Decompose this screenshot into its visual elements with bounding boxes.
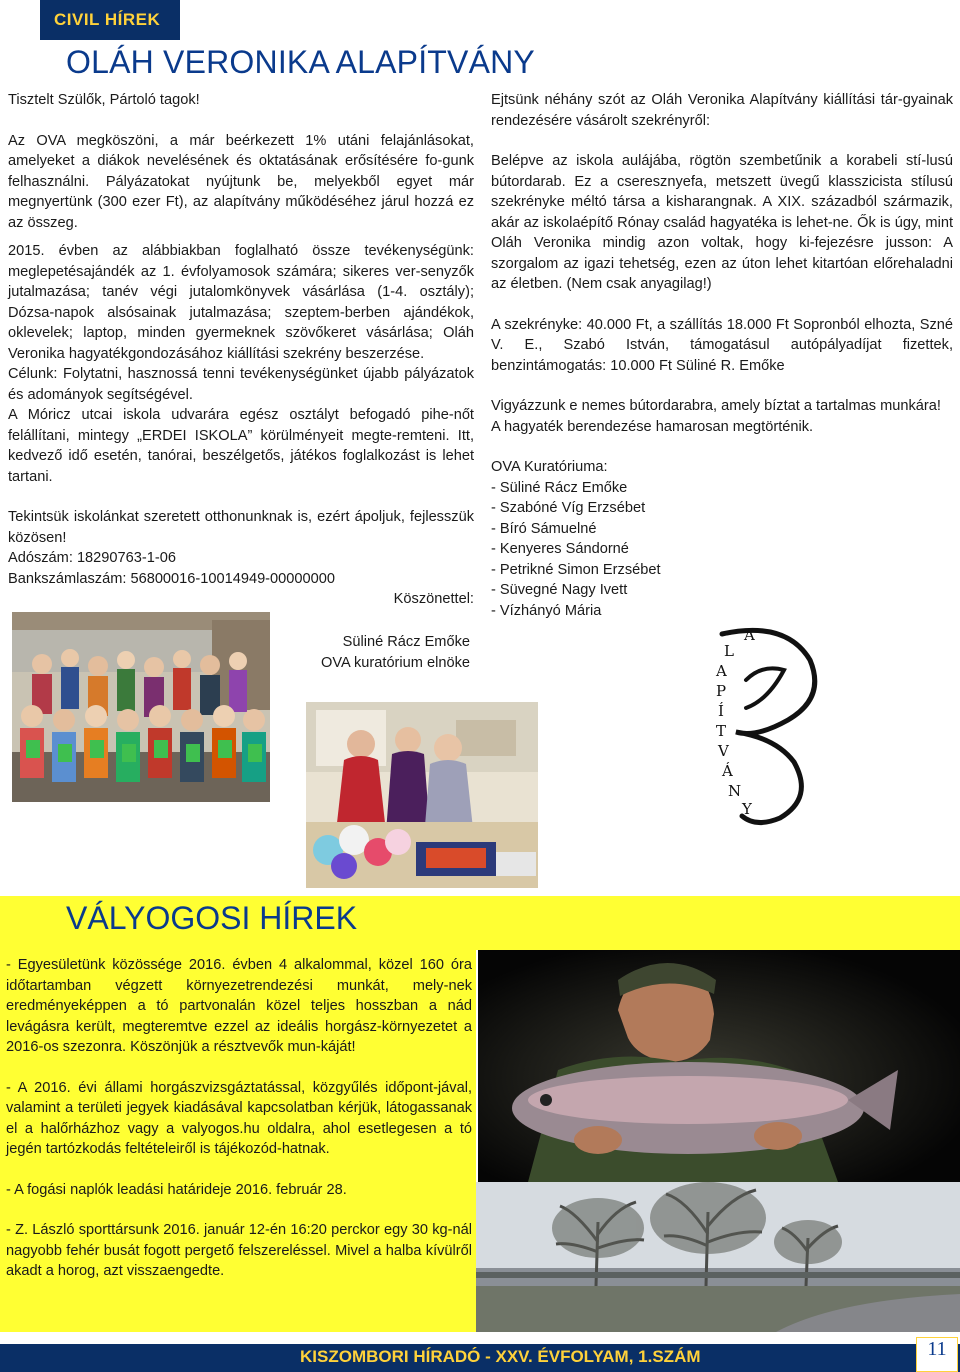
photo-fisherman-image xyxy=(478,950,960,1182)
news-item: - A 2016. évi állami horgászvizsgáztatással, közgyűlés időpont-jával, valamint a területi jegyek kiadásával kapcsolatban kérjük, látogassanak el a halőrházhoz vagy a valyogos.hu oldalra, ahol esetlegesen a tó jegén tartózkodás feltételeiről is tájékozód-hatnak. xyxy=(6,1079,472,1157)
photo-women-image xyxy=(306,702,538,888)
news-item: - A fogási naplók leadási határideje 2016. február 28. xyxy=(6,1181,347,1198)
cabinet-outlook: A hagyaték berendezése hamarosan megtörténik. xyxy=(491,418,814,435)
svg-text:Y: Y xyxy=(742,800,752,818)
cabinet-appeal: Vigyázzunk e nemes bútordarabra, amely bíztat a tartalmas munkára! xyxy=(491,398,941,414)
board-member: - Vízhányó Mária xyxy=(491,602,602,619)
svg-text:V: V xyxy=(718,742,729,760)
valyogos-title: VÁLYOGOSI HÍREK xyxy=(66,900,358,936)
paragraph-donations: Az OVA megköszöni, a már beérkezett 1% utáni felajánlásokat, amelyeket a diákok nevelésének és oktatásának erősítésére fo-gunk felhasználni. Pályázatokat nyújtunk be, melyekből egyet már megnyertünk (300 ezer Ft), az alapítvány működéséhez járul hozzá ez az összeg. xyxy=(8,132,474,231)
signature-block xyxy=(276,632,470,673)
greeting: Tisztelt Szülők, Pártoló tagok! xyxy=(8,92,200,108)
footer-publication: KISZOMBORI HÍRADÓ - XXV. ÉVFOLYAM, 1.SZÁM xyxy=(300,1347,701,1366)
page-number: 11 xyxy=(927,1338,947,1360)
svg-text:A: A xyxy=(716,662,727,680)
section-tag-label: CIVIL HÍREK xyxy=(54,10,161,29)
thanks-line: Köszönettel: xyxy=(393,591,474,607)
board-member: - Petrikné Simon Erzsébet xyxy=(491,561,661,578)
foundation-logo xyxy=(676,620,826,830)
svg-text:L: L xyxy=(724,642,734,660)
paragraph-closing: Tekintsük iskolánkat szeretett otthonunknak is, ezért ápoljuk, fejlesszük közösen! xyxy=(8,509,474,546)
photo-children-group xyxy=(12,612,270,802)
board-member: - Bíró Sámuelné xyxy=(491,520,597,537)
paragraph-activities: 2015. évben az alábbiakban foglalható össze tevékenységünk: meglepetésajándék az 1. évfolyamosok számára; sikeres ver-senyzők jutalmazása; tanév végi jutalomkönyvek vásárlása (1-4. osztály); Dózsa-napok alsósainak jutalmazása; szeptem-berben ajándékok, oklevelek; laptop, minden gyermeknek szövőkeret vásárlása; Oláh Veronika hagyatékgondozásához kiállítási szekrény beszerzése. xyxy=(8,243,474,362)
cabinet-costs: A szekrényke: 40.000 Ft, a szállítás 18.000 Ft Sopronból elhozta, Szné V. E., Szabó István, támogatásul autópályadíjat fizettek, benzintámogatás: 10.000 Ft Süliné R. Emőke xyxy=(491,316,953,374)
signer-role: OVA kuratórium elnöke xyxy=(321,654,470,671)
photo-fisherman xyxy=(478,950,960,1182)
board-member: - Kenyeres Sándorné xyxy=(491,541,629,557)
valyogos-news xyxy=(6,955,472,1282)
board-member: - Süvegné Nagy Ivett xyxy=(491,582,628,598)
section-tag xyxy=(40,0,180,40)
tax-id: Adószám: 18290763-1-06 xyxy=(8,550,176,566)
photo-lake-image xyxy=(476,1182,960,1332)
board-member: - Süliné Rácz Emőke xyxy=(491,479,628,496)
cabinet-intro: Ejtsünk néhány szót az Oláh Veronika Alapítvány kiállítási tár-gyainak rendezésére vásárolt szekrényről: xyxy=(491,92,953,129)
svg-text:T: T xyxy=(716,722,727,740)
valyogos-section-top xyxy=(476,896,960,950)
board-title: OVA Kuratóriuma: xyxy=(491,459,608,475)
photo-women-balloons xyxy=(306,702,538,888)
cabinet-description: Belépve az iskola aulájába, rögtön szembetűnik a korabeli stí-lusú bútordarab. Ez a cseresznyefa, metszett üvegű klasszicista stílusú szekrényke méltó társa a kisharangnak. A XIX. századból származik, akár az iskolaépítő Rónay család hagyatéka is lehet-ne. Ők is úgy, mint Oláh Veronika mindig azon voltak, hogy ki-fejezésre jusson: A szorgalom az igazi tehetség, ezen az úton lehet kitartóan előrehaladni az életben. (Nem csak anyagilag!) xyxy=(491,153,953,292)
news-item: - Z. László sporttársunk 2016. január 12-én 16:20 perckor egy 30 kg-nál nagyobb fehér busát fogott pergető felszereléssel. Mivel a halba kívülről akadt a horog, azt visszaengedte. xyxy=(6,1222,472,1279)
right-column xyxy=(491,90,953,621)
photo-lake xyxy=(476,1182,960,1332)
bank-account: Bankszámlaszám: 56800016-10014949-00000000 xyxy=(8,570,335,587)
board-member: - Szabóné Víg Erzsébet xyxy=(491,500,646,516)
news-item: - Egyesületünk közössége 2016. évben 4 alkalommal, közel 160 óra időtartamban végzett környezetrendezési munkát, mely-nek eredményeképpen a tó partvonalán közel teljes hosszban a nád levágásra került, megteremtve ezzel az ideális horgász-környezetet a 2016-os szezonra. Köszönjük a résztvevők mun-káját! xyxy=(6,957,472,1055)
svg-text:A: A xyxy=(744,626,755,644)
left-column xyxy=(8,90,474,610)
svg-text:P: P xyxy=(716,682,727,700)
signer-name: Süliné Rácz Emőke xyxy=(342,634,470,650)
photo-children-image xyxy=(12,612,270,802)
svg-text:N: N xyxy=(728,782,742,800)
paragraph-goal: Célunk: Folytatni, hasznossá tenni tevékenységünket újabb pályázatok és adományok segítségével. xyxy=(8,366,474,403)
svg-text:Í: Í xyxy=(718,702,724,720)
svg-text:Á: Á xyxy=(722,762,733,780)
article-title: OLÁH VERONIKA ALAPÍTVÁNY xyxy=(66,44,535,80)
paragraph-forest-school: A Móricz utcai iskola udvarára egész osztályt befogadó pihe-nőt felállítani, mintegy „ERDEI ISKOLA” körülményeit megte-remteni. Itt, kedvező idő esetén, tanórai, beszélgetős, játékos foglalkozást is lehet tartani. xyxy=(8,407,474,485)
